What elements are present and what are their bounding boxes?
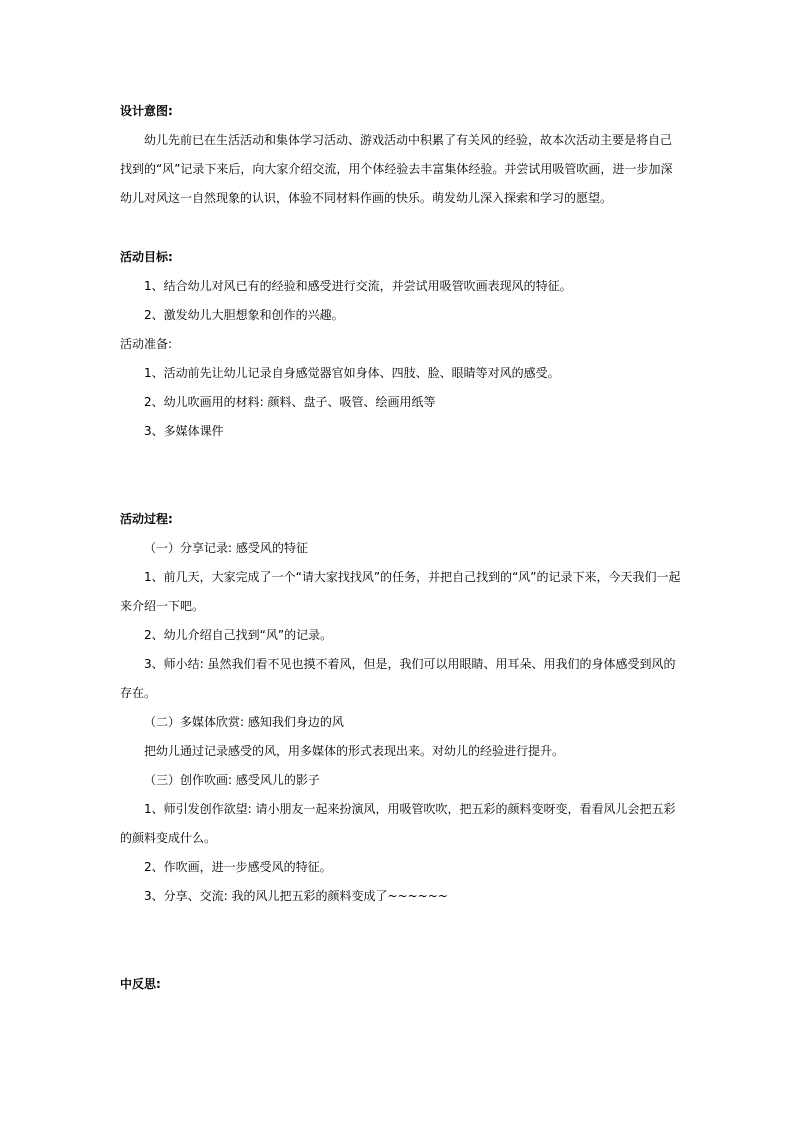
preparation-item: 2、幼儿吹画用的材料: 颜料、盘子、吸管、绘画用纸等 (144, 395, 436, 409)
process-item-line: 2、幼儿介绍自己找到“风”的记录。 (144, 628, 333, 642)
preparation-item: 1、活动前先让幼儿记录自身感觉器官如身体、四肢、脸、眼睛等对风的感受。 (144, 366, 560, 380)
design-intent-paragraph-line: 幼儿对风这一自然现象的认识，体验不同材料作画的快乐。萌发幼儿深入探索和学习的愿望。 (120, 191, 613, 205)
process-item-line: 3、师小结: 虽然我们看不见也摸不着风，但是，我们可以用眼睛、用耳朵、用我们的身体感受到风的 (144, 657, 676, 671)
process-item-line: 1、师引发创作欲望: 请小朋友一起来扮演风，用吸管吹吹，把五彩的颜料变呀变，看看风儿会把五彩 (144, 802, 676, 816)
process-item-line: 的颜料变成什么。 (120, 831, 217, 845)
process-part-title: （一）分享记录: 感受风的特征 (144, 541, 308, 555)
process-part-title: （二）多媒体欣赏: 感知我们身边的风 (144, 715, 344, 729)
preparation-heading: 活动准备: (120, 337, 173, 351)
process-item-line: 2、作吹画，进一步感受风的特征。 (144, 860, 332, 874)
preparation-item: 3、多媒体课件 (144, 424, 224, 438)
process-item-line: 1、前几天，大家完成了一个“请大家找找风”的任务，并把自己找到的“风”的记录下来，今天我们一起 (144, 570, 681, 584)
goals-item: 1、结合幼儿对风已有的经验和感受进行交流，并尝试用吸管吹画表现风的特征。 (144, 279, 572, 293)
goals-heading: 活动目标: (120, 250, 173, 264)
design-intent-paragraph-line: 找到的“风”记录下来后，向大家介绍交流，用个体经验去丰富集体经验。并尝试用吸管吹画，进一步加深 (120, 162, 673, 176)
process-item-line: 存在。 (120, 686, 157, 700)
process-heading: 活动过程: (120, 512, 173, 526)
process-part-title: （三）创作吹画: 感受风儿的影子 (144, 773, 320, 787)
reflection-heading: 中反思: (120, 977, 161, 991)
design-intent-paragraph-line: 幼儿先前已在生活活动和集体学习活动、游戏活动中积累了有关风的经验，故本次活动主要是将自己 (144, 133, 673, 147)
process-item-line: 把幼儿通过记录感受的风，用多媒体的形式表现出来。对幼儿的经验进行提升。 (144, 744, 565, 758)
goals-item: 2、激发幼儿大胆想象和创作的兴趣。 (144, 308, 344, 322)
process-item-line: 来介绍一下吧。 (120, 599, 205, 613)
process-item-line: 3、分享、交流: 我的风儿把五彩的颜料变成了~~~~~~ (144, 889, 448, 903)
design-intent-heading: 设计意图: (120, 104, 173, 118)
